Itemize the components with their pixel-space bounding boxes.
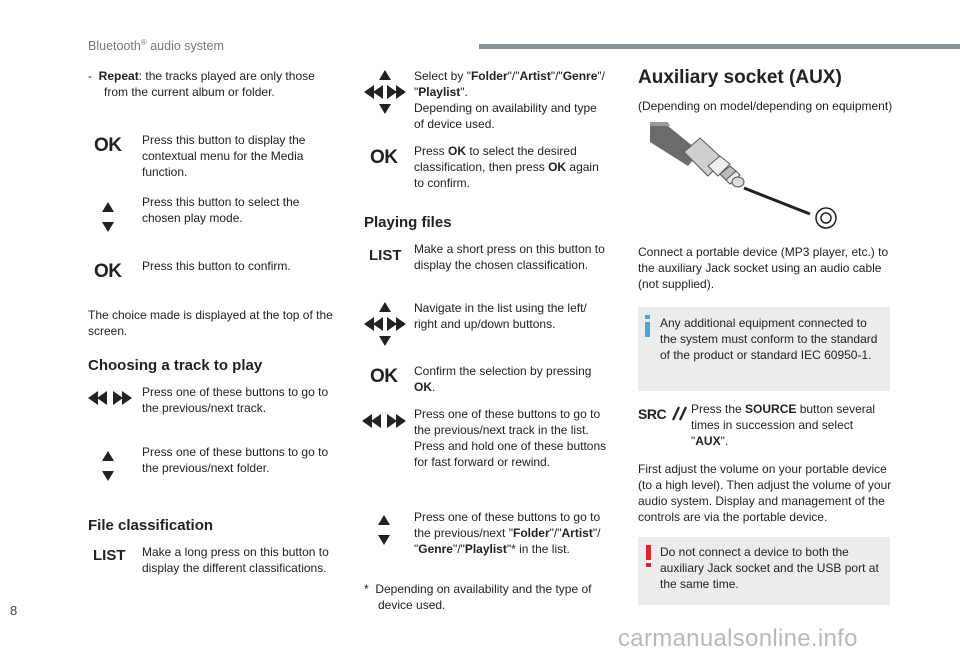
warning-icon <box>645 545 653 572</box>
jack-plug-illustration <box>650 122 850 235</box>
warning-note: Do not connect a device to both the auxiliary Jack socket and the USB port at the same time. <box>638 537 890 605</box>
src-description: Press the SOURCE button several times in succession and select "AUX". <box>691 402 876 448</box>
heading-auxiliary-socket: Auxiliary socket (AUX) <box>638 67 842 88</box>
info-note: Any additional equipment connected to the system must conform to the standard of the product or standard IEC 60950-1. <box>638 307 890 391</box>
ok-button-icon: OK <box>94 261 122 282</box>
ok3-description: Press OK to select the desired classification, then press OK again to confirm. <box>414 144 599 190</box>
connect-text: Connect a portable device (MP3 player, etc.) to the auxiliary Jack socket using an audio cable (not supplied). <box>638 245 889 291</box>
depending-note: (Depending on model/depending on equipment) <box>638 99 893 113</box>
list-button-icon: LIST <box>369 247 402 264</box>
prev-next-arrows-icon <box>88 390 132 411</box>
updown3-description: Press one of these buttons to go to the previous/next "Folder"/"Artist"/ "Genre"/"Playlist"* in the list. <box>414 510 601 556</box>
ok-button-icon: OK <box>370 147 398 168</box>
page-number: 8 <box>10 603 18 618</box>
up-down-arrows-icon <box>100 201 116 238</box>
ok1-description: Press this button to display the contextual menu for the Media function. <box>142 133 306 179</box>
watermark: carmanualsonline.info <box>618 625 858 652</box>
lr1-description: Press one of these buttons to go to the previous/next track. <box>142 385 329 415</box>
ok4-description: Confirm the selection by pressing OK. <box>414 364 592 394</box>
ok2-description: Press this button to confirm. <box>142 259 291 273</box>
heading-file-classification: File classification <box>88 517 214 534</box>
adjust-volume-text: First adjust the volume on your portable device (to a high level). Then adjust the volume of your audio system. Display and management of the controls are via the portable device. <box>638 462 892 524</box>
choice-text: The choice made is displayed at the top of the screen. <box>88 308 333 338</box>
heading-choosing-track: Choosing a track to play <box>88 357 263 374</box>
up-down-arrows-icon <box>376 514 392 551</box>
up-down-arrows-icon <box>100 450 116 487</box>
four-way-arrows-icon <box>364 70 406 119</box>
ok-button-icon: OK <box>94 135 122 156</box>
list2-description: Make a short press on this button to display the chosen classification. <box>414 242 605 272</box>
repeat-item: - Repeat: the tracks played are only those from the current album or folder. <box>88 69 315 99</box>
header-bar <box>479 44 960 49</box>
list1-description: Make a long press on this button to display the different classifications. <box>142 545 329 575</box>
list-button-icon: LIST <box>93 547 126 564</box>
lr2-description: Press one of these buttons to go to the previous/next track in the list. Press and hold one of these buttons for fast forward or rewind. <box>414 407 607 469</box>
prev-next-arrows-icon <box>362 413 406 434</box>
footnote: * Depending on availability and the type of device used. <box>364 582 592 612</box>
navigate-description: Navigate in the list using the left/ right and up/down buttons. <box>414 301 587 331</box>
updown2-description: Press one of these buttons to go to the previous/next folder. <box>142 445 329 475</box>
heading-playing-files: Playing files <box>364 214 452 231</box>
ok-button-icon: OK <box>370 366 398 387</box>
src-button-icon: SRC <box>638 405 689 424</box>
select-by-description: Select by "Folder"/"Artist"/"Genre"/ "Playlist". Depending on availability and type of device used. <box>414 69 605 131</box>
updown1-description: Press this button to select the chosen play mode. <box>142 195 300 225</box>
info-icon <box>644 315 652 342</box>
four-way-arrows-icon <box>364 302 406 351</box>
section-header: Bluetooth® audio system <box>88 38 224 54</box>
